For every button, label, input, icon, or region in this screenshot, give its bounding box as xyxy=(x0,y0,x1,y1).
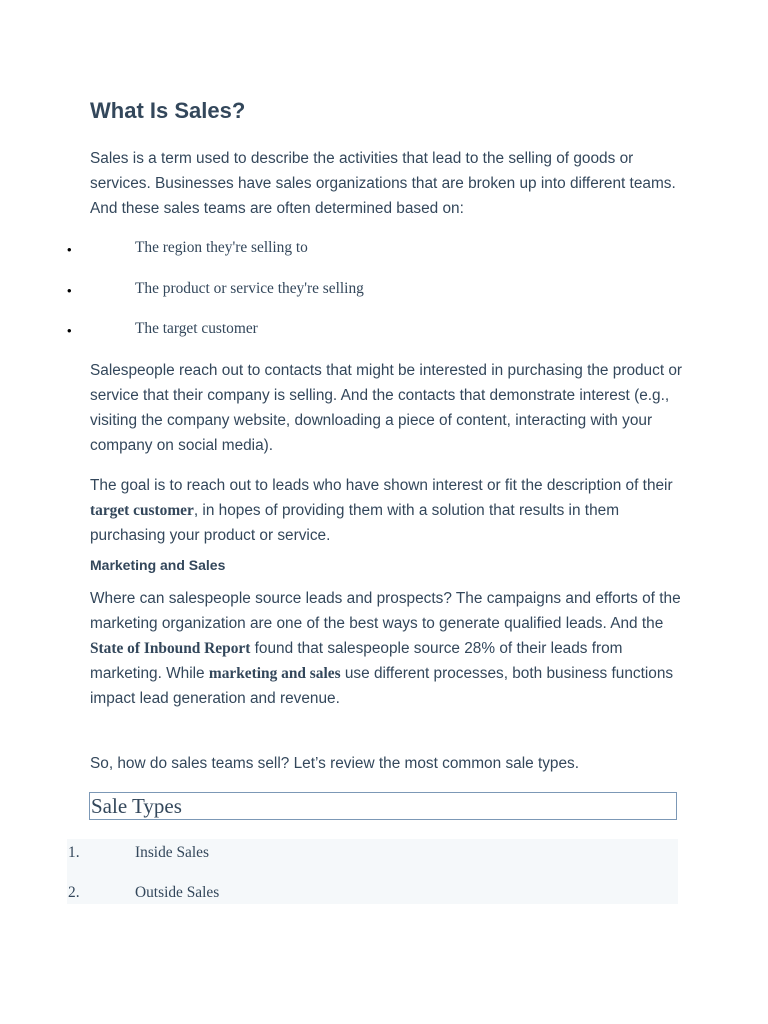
marketing-paragraph xyxy=(90,586,690,711)
bullet-dot: • xyxy=(67,323,72,338)
target-customer-link[interactable]: target customer xyxy=(90,502,194,519)
sale-types-intro: So, how do sales teams sell? Let’s review the most common sale types. xyxy=(90,755,580,772)
list-item-outside-sales: Outside Sales xyxy=(135,884,220,901)
goal-paragraph xyxy=(90,473,690,548)
state-of-inbound-link[interactable]: State of Inbound Report xyxy=(90,640,251,657)
list-item-inside-sales: Inside Sales xyxy=(135,844,209,861)
marketing-text-2: found that salespeople source 28% of their leads from marketing. While xyxy=(90,640,623,682)
intro-paragraph: Sales is a term used to describe the activities that lead to the selling of goods or services. Businesses have sales organizations that are broken up into different teams. And these sales teams are often determined based on: xyxy=(90,150,676,217)
bullet-dot: • xyxy=(67,242,72,257)
marketing-text-1: Where can salespeople source leads and prospects? The campaigns and efforts of the marketing organization are one of the best ways to generate qualified leads. And the xyxy=(90,590,681,632)
marketing-and-sales-heading: Marketing and Sales xyxy=(90,557,226,573)
salespeople-paragraph: Salespeople reach out to contacts that might be interested in purchasing the product or service that their company is selling. And the contacts that demonstrate interest (e.g., visiting the company website, downloading a piece of content, interacting with your company on social media). xyxy=(90,362,683,454)
list-number: 1. xyxy=(68,844,80,861)
bullet-item-customer: The target customer xyxy=(135,320,258,337)
bullet-dot: • xyxy=(67,283,72,298)
goal-text-after: , in hopes of providing them with a solution that results in them purchasing your product or service. xyxy=(90,502,620,544)
list-number: 2. xyxy=(68,884,80,901)
marketing-text-3: use different processes, both business functions impact lead generation and revenue. xyxy=(90,665,674,707)
goal-text-before: The goal is to reach out to leads who have shown interest or fit the description of their xyxy=(90,477,673,494)
sale-types-heading-box xyxy=(89,792,677,820)
marketing-and-sales-link[interactable]: marketing and sales xyxy=(208,665,341,682)
bullet-item-product: The product or service they're selling xyxy=(135,280,364,297)
sale-types-heading: Sale Types xyxy=(91,794,182,818)
bullet-item-region: The region they're selling to xyxy=(135,239,308,256)
page-title: What Is Sales? xyxy=(90,98,246,123)
